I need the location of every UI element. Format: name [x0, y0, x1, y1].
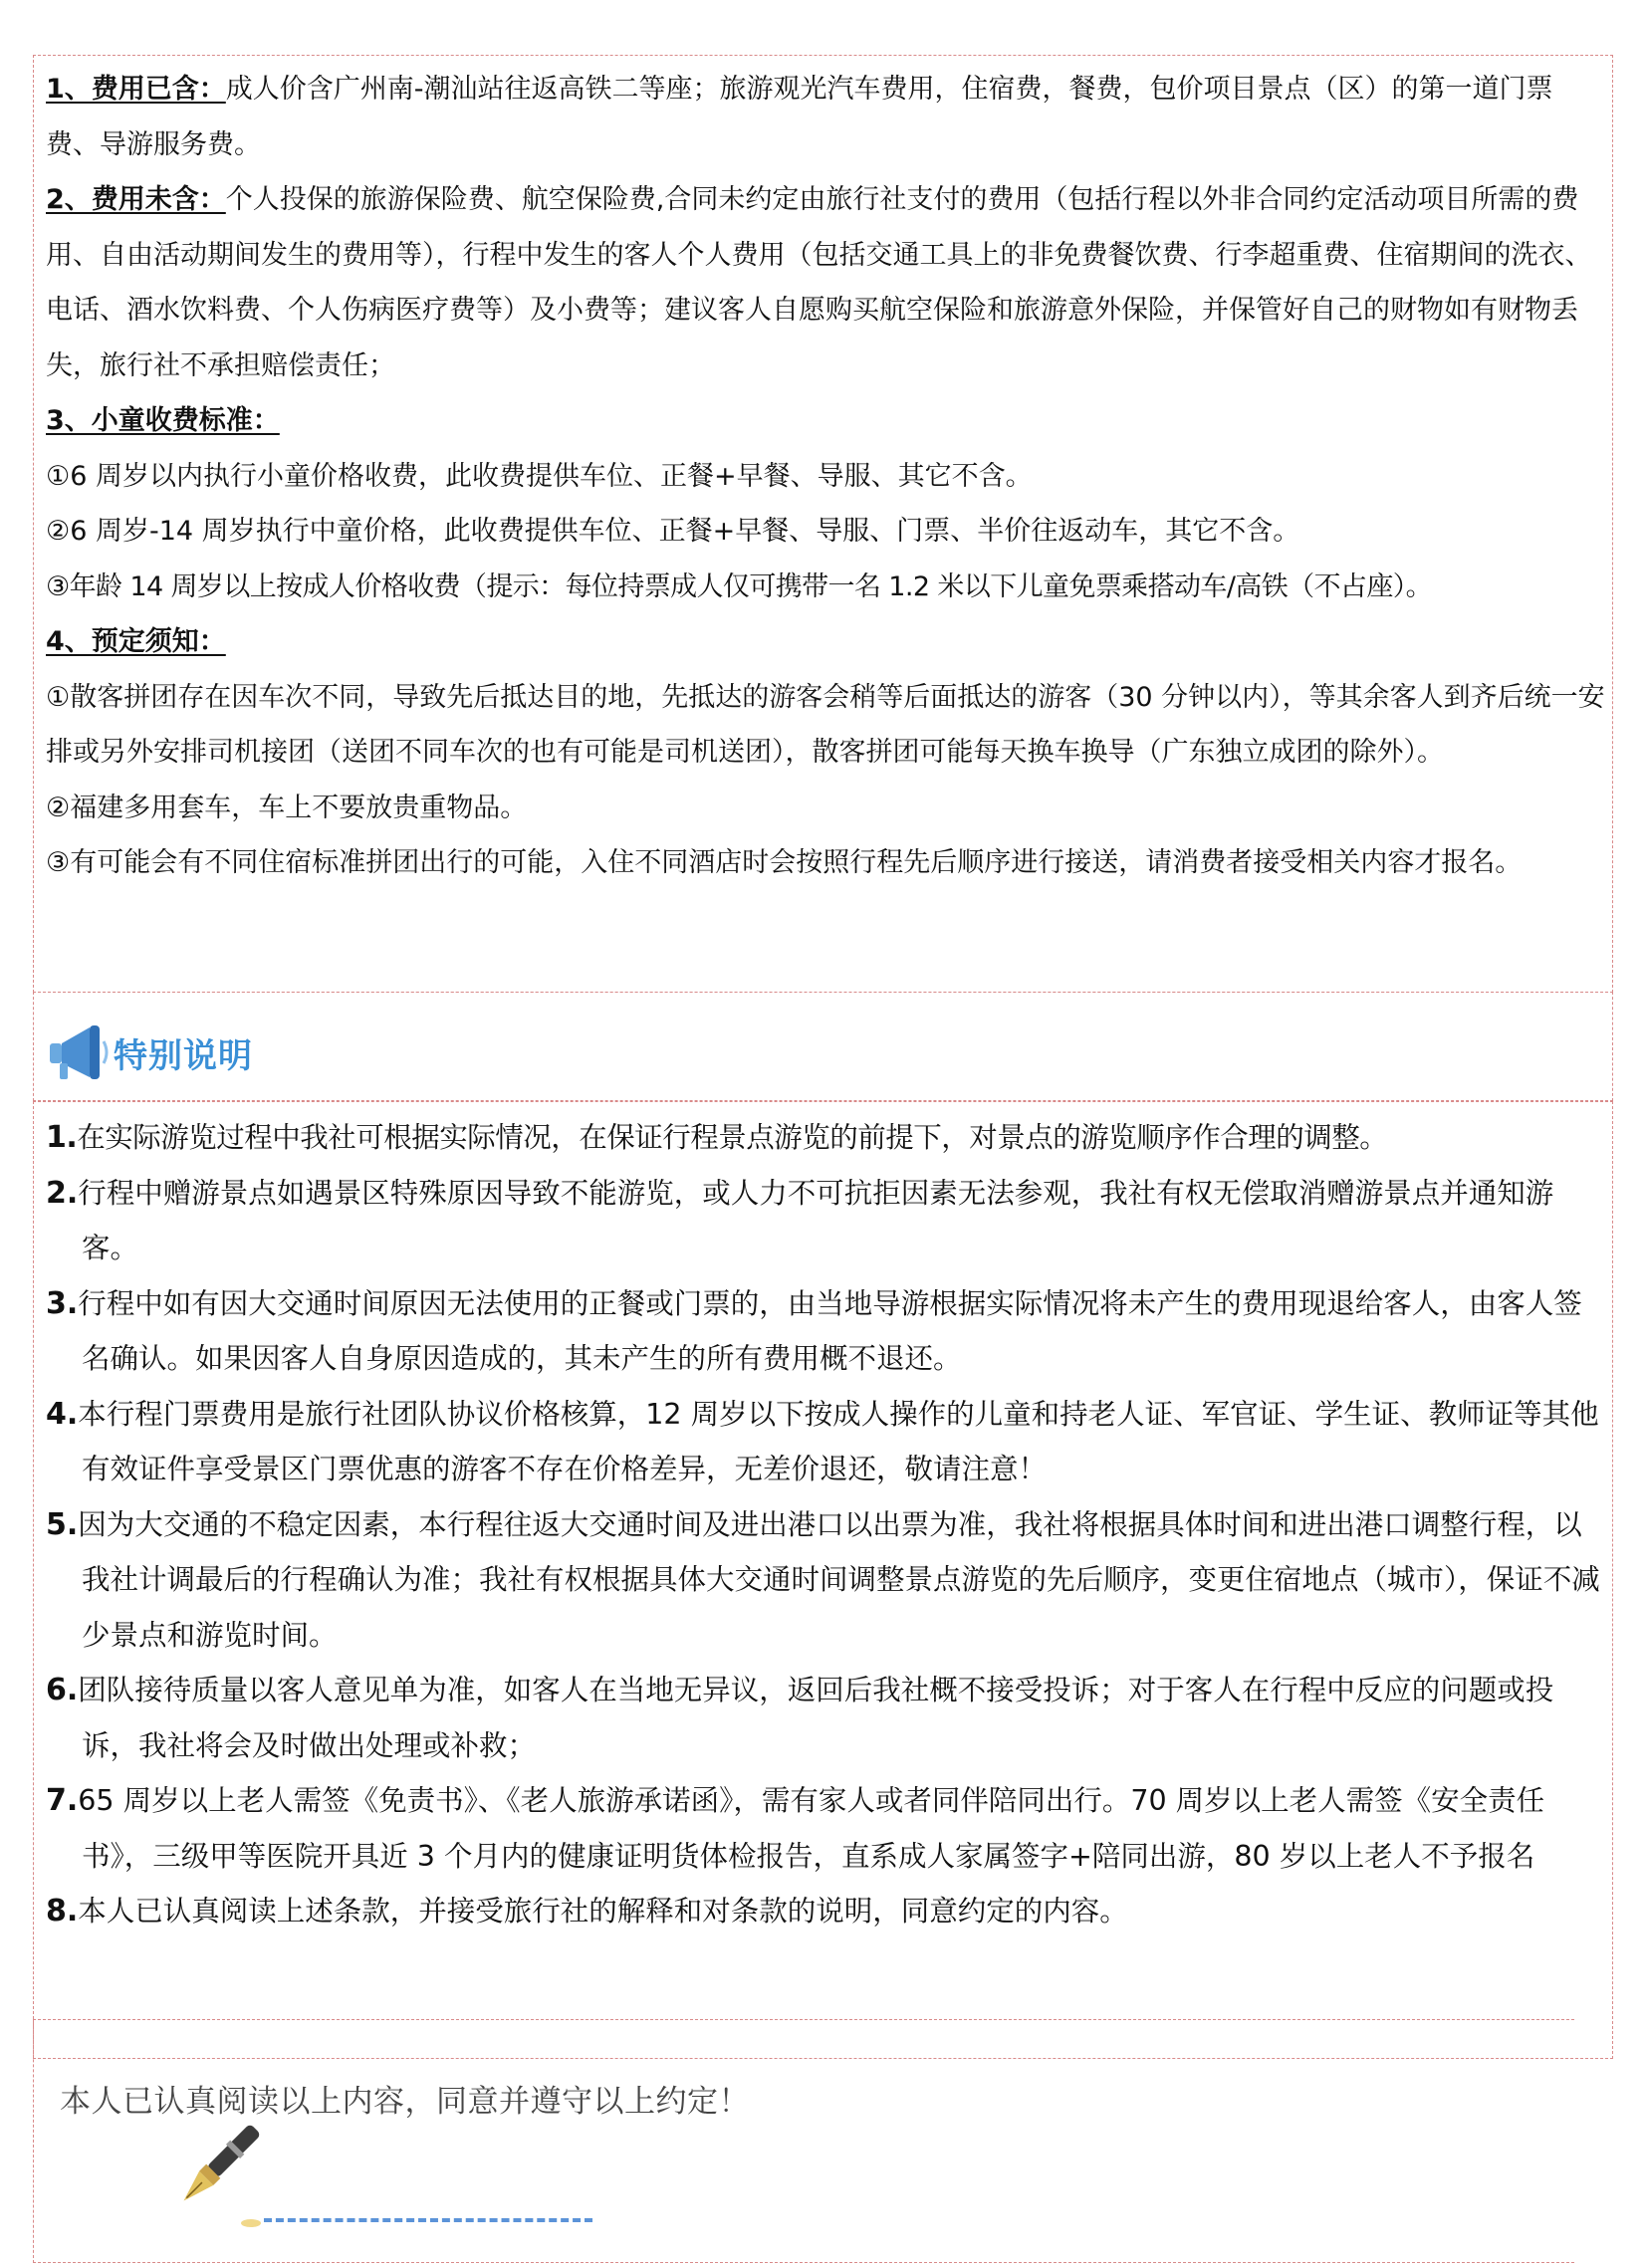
special-notes-title: 特别说明 [114, 1036, 253, 1076]
special-note-item: 8.本人已认真阅读上述条款，并接受旅行社的解释和对条款的说明，同意约定的内容。 [46, 1894, 1128, 1928]
signature-line[interactable] [264, 2218, 592, 2222]
fees-section [46, 62, 1605, 891]
agreement-statement: 本人已认真阅读以上内容，同意并遵守以上约定！ [60, 2084, 750, 2120]
special-note-item: 1.在实际游览过程中我社可根据实际情况，在保证行程景点游览的前提下，对景点的游览顺序作合理的调整。 [46, 1120, 1388, 1155]
special-note-item: 6.团队接待质量以客人意见单为准，如客人在当地无异议，返回后我社概不接受投诉；对于客人在行程中反应的问题或投诉，我社将会及时做出处理或补救； [46, 1673, 1554, 1762]
special-note-item: 3.行程中如有因大交通时间原因无法使用的正餐或门票的，由当地导游根据实际情况将未产生的费用现退给客人，由客人签名确认。如果因客人自身原因造成的，其未产生的所有费用概不退还。 [46, 1285, 1582, 1375]
fees-included [46, 62, 1605, 172]
booking-notes-heading: 4、预定须知： [46, 626, 226, 657]
special-header-frame [33, 992, 1613, 1101]
fees-excluded [46, 172, 1605, 393]
fees-included-text: 成人价含广州南-潮汕站往返高铁二等座；旅游观光汽车费用，住宿费，餐费，包价项目景点（区）的第一道门票费、导游服务费。 [46, 74, 1553, 160]
child-fee-item: ②6 周岁-14 周岁执行中童价格，此收费提供车位、正餐+早餐、导服、门票、半价往返动车，其它不含。 [46, 516, 1300, 547]
child-fee-heading: 3、小童收费标准： [46, 405, 280, 436]
child-fee-item: ①6 周岁以内执行小童价格收费，此收费提供车位、正餐+早餐、导服、其它不含。 [46, 460, 1033, 492]
special-notes-list [46, 1110, 1605, 1939]
special-note-item: 7.65 周岁以上老人需签《免责书》、《老人旅游承诺函》，需有家人或者同伴陪同出行。70 周岁以上老人需签《安全责任书》，三级甲等医院开具近 3 个月内的健康证明货体检报告，直系成人家属签字+陪同出游，80 岁以上老人不予报名 [46, 1783, 1545, 1873]
booking-note-item: ②福建多用套车，车上不要放贵重物品。 [46, 792, 528, 823]
fees-excluded-text: 个人投保的旅游保险费、航空保险费,合同未约定由旅行社支付的费用（包括行程以外非合同约定活动项目所需的费用、自由活动期间发生的费用等），行程中发生的客人个人费用（包括交通工具上的非免费餐饮费、行李超重费、住宿期间的洗衣、电话、酒水饮料费、个人伤病医疗费等）及小费等；建议客人自愿购买航空保险和旅游意外保险，并保管好自己的财物如有财物丢失，旅行社不承担赔偿责任； [46, 184, 1592, 381]
special-note-item: 4.本行程门票费用是旅行社团队协议价格核算，12 周岁以下按成人操作的儿童和持老人证、军官证、学生证、教师证等其他有效证件享受景区门票优惠的游客不存在价格差异，无差价退还，敬请注意！ [46, 1396, 1599, 1485]
child-fee-item: ③年龄 14 周岁以上按成人价格收费（提示：每位持票成人仅可携带一名 1.2 米以下儿童免票乘搭动车/高铁（不占座）。 [46, 570, 1433, 602]
booking-note-item: ③有可能会有不同住宿标准拼团出行的可能，入住不同酒店时会按照行程先后顺序进行接送，请消费者接受相关内容才报名。 [46, 847, 1523, 878]
fees-included-label: 1、费用已含： [46, 74, 226, 105]
special-note-item: 2.行程中赠游景点如遇景区特殊原因导致不能游览，或人力不可抗拒因素无法参观，我社有权无偿取消赠游景点并通知游客。 [46, 1175, 1554, 1264]
fees-excluded-label: 2、费用未含： [46, 184, 226, 215]
megaphone-icon [46, 1020, 110, 1085]
booking-note-item: ①散客拼团存在因车次不同，导致先后抵达目的地，先抵达的游客会稍等后面抵达的游客（30 分钟以内），等其余客人到齐后统一安排或另外安排司机接团（送团不同车次的也有可能是司机送团），散客拼团可能每天换车换导（广东独立成团的除外）。 [46, 681, 1605, 768]
special-note-item: 5.因为大交通的不稳定因素，本行程往返大交通时间及进出港口以出票为准，我社将根据具体时间和进出港口调整行程，以我社计调最后的行程确认为准；我社有权根据具体大交通时间调整景点游览的先后顺序，变更住宿地点（城市），保证不减少景点和游览时间。 [46, 1506, 1600, 1652]
fountain-pen-icon [149, 2116, 269, 2235]
